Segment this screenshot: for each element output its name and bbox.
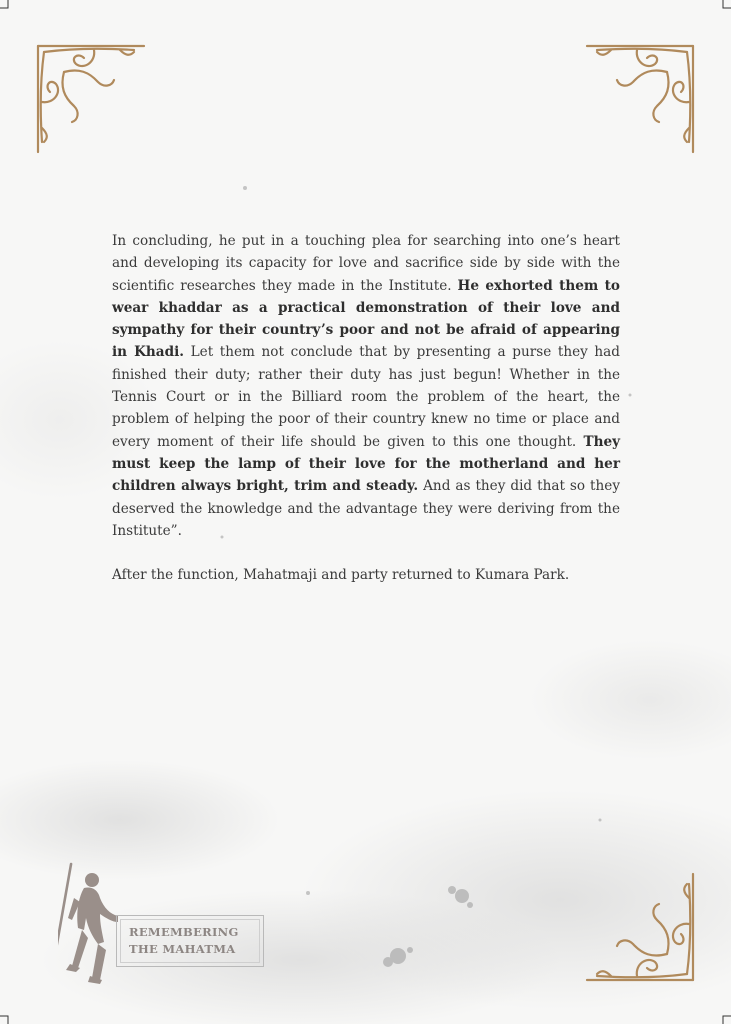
logo-line-2: THE MAHATMA	[129, 942, 236, 956]
crop-mark-top-right	[717, 0, 731, 14]
crop-mark-bottom-right	[717, 1010, 731, 1024]
crop-mark-bottom-left	[0, 1010, 14, 1024]
body-text	[112, 230, 620, 586]
paragraph-text-run: And as they did that so they deserved the knowledge and the advantage they were deriving from the Institute”.	[112, 478, 621, 539]
gandhi-walking-silhouette-icon	[58, 858, 124, 988]
paragraph-concluding	[112, 230, 620, 542]
logo-line-1: REMEMBERING	[129, 925, 239, 939]
logo-text	[129, 924, 239, 958]
ornament-corner-top-right-icon	[585, 42, 697, 154]
ornament-corner-bottom-right-icon	[585, 872, 697, 984]
paragraph-after-function: After the function, Mahatmaji and party returned to Kumara Park.	[112, 567, 570, 584]
paragraph-text-run: Let them not conclude that by presenting a purse they had finished their duty; rather their duty has just begun! Whether in the Tennis Court or in the Billiard room the problem of the heart, the problem of helping the poor of their country knew no time or place and every moment of their life should be given to this one thought.	[112, 344, 620, 450]
bold-emphasis-text: They must keep the lamp of their love for the motherland and her children always bright, trim and steady.	[112, 433, 620, 495]
ornament-corner-top-left-icon	[34, 42, 146, 154]
crop-mark-top-left	[0, 0, 14, 14]
bold-emphasis-text: He exhorted them to wear khaddar as a practical demonstration of their love and sympathy for their country’s poor and not be afraid of appearing in Khadi.	[112, 277, 620, 361]
remembering-the-mahatma-logo	[116, 915, 264, 967]
paragraph-text-run: In concluding, he put in a touching plea for searching into one’s heart and developing its capacity for love and sacrifice side by side with the scientific researches they made in the Institute.	[112, 233, 620, 294]
